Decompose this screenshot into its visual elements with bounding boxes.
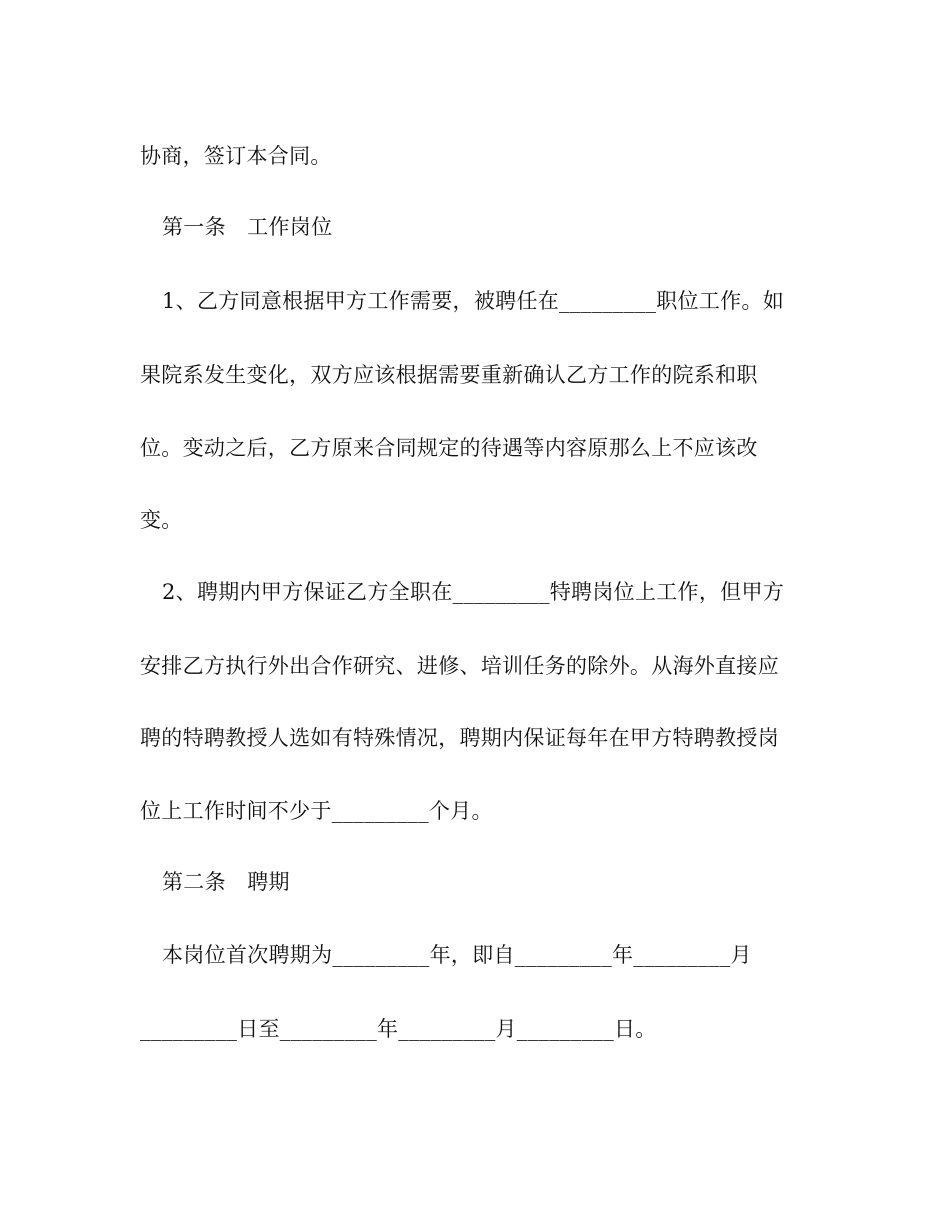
article-2-heading: 第二条 聘期 — [162, 870, 290, 894]
clause-1-line-3: 位。变动之后，乙方原来合同规定的待遇等内容原那么上不应该改 — [140, 436, 758, 460]
clause-1-line-2: 果院系发生变化，双方应该根据需要重新确认乙方工作的院系和职 — [140, 363, 758, 387]
term-line-1: 本岗位首次聘期为_________年，即自_________年_________月 — [162, 943, 752, 967]
clause-2-line-1: 2、聘期内甲方保证乙方全职在_________特聘岗位上工作，但甲方 — [162, 580, 785, 604]
article-1-heading: 第一条 工作岗位 — [162, 215, 333, 239]
clause-1-line-1: 1、乙方同意根据甲方工作需要，被聘任在_________职位工作。如 — [162, 289, 785, 313]
clause-1-line-4: 变。 — [140, 508, 183, 532]
paragraph-line-1: 协商，签订本合同。 — [140, 144, 332, 168]
clause-2-line-3: 聘的特聘教授人选如有特殊情况，聘期内保证每年在甲方特聘教授岗 — [140, 726, 779, 750]
clause-2-line-2: 安排乙方执行外出合作研究、进修、培训任务的除外。从海外直接应 — [140, 654, 779, 678]
term-line-2: _________日至_________年_________月_________日。 — [140, 1017, 657, 1041]
clause-2-line-4: 位上工作时间不少于_________个月。 — [140, 799, 493, 823]
